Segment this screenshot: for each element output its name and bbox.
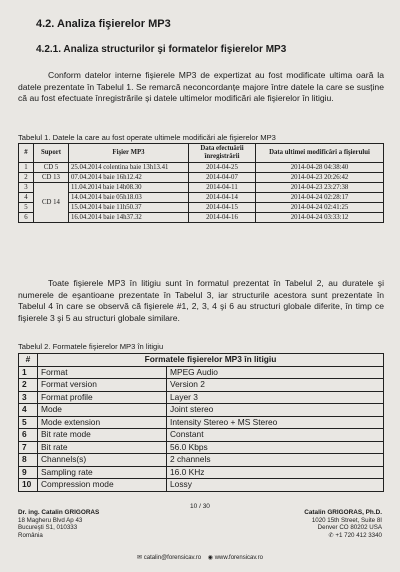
table-row: 3 Format profile Layer 3 <box>19 391 384 404</box>
table-row: 7 Bit rate 56.0 Kbps <box>19 441 384 454</box>
table1-caption: Tabelul 1. Datele la care au fost operate ultimele modificări ale fişierelor MP3 <box>18 133 276 142</box>
table1-header-rec-date: Data efectuării înregistrării <box>189 144 256 163</box>
table1-header-mod-date: Data ultimei modificări a fişierului <box>256 144 384 163</box>
table-row: 3 CD 14 11.04.2014 baie 14h08.30 2014-04-11 2014-04-23 23:27:38 <box>19 183 384 193</box>
table1-header-file: Fişier MP3 <box>69 144 189 163</box>
phone-icon: ✆ <box>328 531 334 539</box>
email-icon: ✉ <box>137 555 143 561</box>
table-row: 10 Compression mode Lossy <box>19 479 384 492</box>
table1-support-cd14: CD 14 <box>34 183 69 223</box>
table-row: 8 Channels(s) 2 channels <box>19 454 384 467</box>
subsection-title: 4.2.1. Analiza structurilor şi formatelor fişierelor MP3 <box>36 44 287 55</box>
table2-header-hash: # <box>19 354 38 367</box>
table-row: 1 CD 5 25.04.2014 colentina baie 13h13.41 2014-04-25 2014-04-28 04:38:40 <box>19 163 384 173</box>
table2 <box>18 353 384 492</box>
table-row: 6 Bit rate mode Constant <box>19 429 384 442</box>
table1-header-support: Suport <box>34 144 69 163</box>
section-title: 4.2. Analiza fişierelor MP3 <box>36 18 171 30</box>
table-row: 2 Format version Version 2 <box>19 379 384 392</box>
table-row: 1 Format MPEG Audio <box>19 366 384 379</box>
table2-header-title: Formatele fişierelor MP3 în litigiu <box>38 354 384 367</box>
email-link[interactable]: catalin@forensicav.ro <box>143 555 202 561</box>
footer-contact <box>0 554 400 561</box>
table2-header-row <box>19 354 384 367</box>
table1 <box>18 143 384 223</box>
table-row: 4 Mode Joint stereo <box>19 404 384 417</box>
web-icon: ◉ <box>207 555 214 561</box>
table-row: 5 15.04.2014 baie 11h50.37 2014-04-15 2014-04-24 02:41:25 <box>19 203 384 213</box>
table-row: 4 14.04.2014 baie 05h18.03 2014-04-14 2014-04-24 02:28:17 <box>19 193 384 203</box>
footer-right-name: Catalin GRIGORAS, Ph.D. <box>304 509 382 516</box>
table-row: 5 Mode extension Intensity Stereo + MS Stereo <box>19 416 384 429</box>
footer-right: Catalin GRIGORAS, Ph.D. 1020 15th Street, Suite 8I Denver CO 80202 USA ✆ +1 720 412 3340 <box>304 509 382 539</box>
table-row: 9 Sampling rate 16.0 KHz <box>19 466 384 479</box>
footer-left-name: Dr. ing. Catalin GRIGORAS <box>18 509 100 516</box>
table-row: 2 CD 13 07.04.2014 baie 16h12.42 2014-04-07 2014-04-23 20:26:42 <box>19 173 384 183</box>
paragraph-intro: Conform datelor interne fişierele MP3 de expertizat au fost modificate ultima oară la datele prezentate în Tabelul 1. Se remarcă neconcordanțe majore între datele la care se susține că au fost efectuate înregistrările și datele ultimelor modificări ale fişierelor în litigiu. <box>18 70 384 104</box>
footer-left: Dr. ing. Catalin GRIGORAS 18 Magheru Blvd Ap 43 Bucureşti S1, 010333 România <box>18 509 100 539</box>
paragraph-formats: Toate fişierele MP3 în litigiu sunt în formatul prezentat în Tabelul 2, au duratele şi numerele de eşantioane prezentate în Tabelul 3, iar structurile acestora sunt prezentate în Tabelul 4 în care se observă că fişierele #1, 2, 3, 4 şi 6 au structuri globale diferite, în timp ce fişierele 3 şi 5 au structuri globale similare. <box>18 278 384 323</box>
table2-caption: Tabelul 2. Formatele fişierelor MP3 în litigiu <box>18 342 164 351</box>
page-number: 10 / 30 <box>190 503 210 510</box>
web-link[interactable]: www.forensicav.ro <box>214 555 263 561</box>
table1-header-hash: # <box>19 144 34 163</box>
table-row: 6 16.04.2014 baie 14h37.32 2014-04-16 2014-04-24 03:33:12 <box>19 213 384 223</box>
